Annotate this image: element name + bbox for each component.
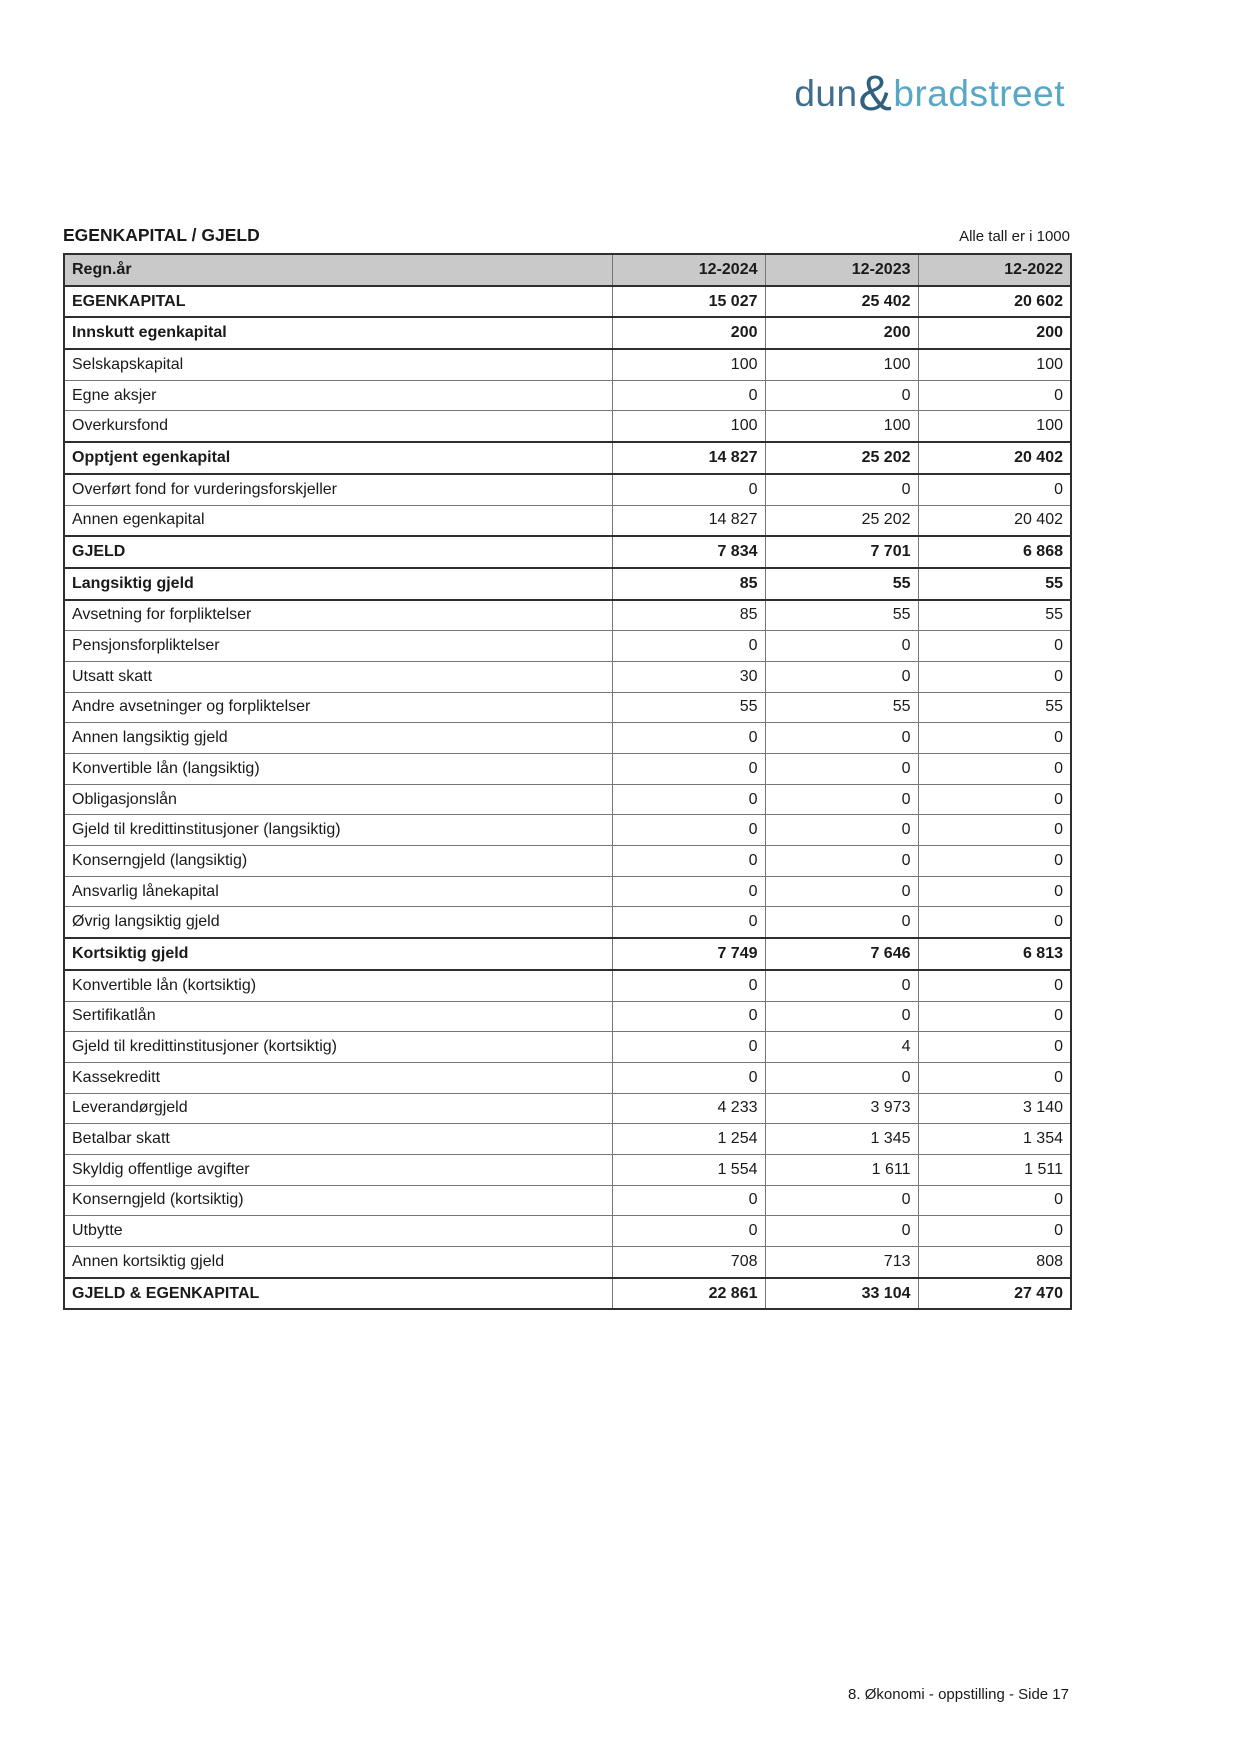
cell-value: 55: [918, 692, 1071, 723]
cell-value: 100: [612, 349, 765, 380]
balance-sheet-table: [63, 253, 1072, 1310]
table-row: [64, 536, 1071, 568]
cell-value: 3 140: [918, 1093, 1071, 1124]
cell-value: 0: [918, 784, 1071, 815]
cell-value: 0: [612, 631, 765, 662]
cell-value: 0: [765, 846, 918, 877]
row-label: Langsiktig gjeld: [64, 568, 612, 600]
logo-text-bradstreet: bradstreet: [893, 73, 1065, 114]
cell-value: 0: [765, 1216, 918, 1247]
row-label: Annen langsiktig gjeld: [64, 723, 612, 754]
page-footer: 8. Økonomi - oppstilling - Side 17: [848, 1686, 1069, 1703]
cell-value: 0: [765, 723, 918, 754]
row-label: Overført fond for vurderingsforskjeller: [64, 474, 612, 505]
cell-value: 0: [612, 1062, 765, 1093]
cell-value: 85: [612, 600, 765, 631]
cell-value: 0: [918, 1185, 1071, 1216]
cell-value: 0: [612, 1001, 765, 1032]
cell-value: 0: [612, 970, 765, 1001]
row-label: Pensjonsforpliktelser: [64, 631, 612, 662]
title-row: [63, 225, 1070, 246]
cell-value: 0: [612, 907, 765, 938]
table-row: [64, 1062, 1071, 1093]
cell-value: 15 027: [612, 286, 765, 318]
table-header-row: [64, 254, 1071, 286]
row-label: Utsatt skatt: [64, 661, 612, 692]
cell-value: 0: [918, 876, 1071, 907]
cell-value: 7 646: [765, 938, 918, 970]
logo-text-dun: dun: [794, 73, 858, 114]
table-row: [64, 568, 1071, 600]
cell-value: 85: [612, 568, 765, 600]
cell-value: 0: [918, 1062, 1071, 1093]
cell-value: 0: [612, 876, 765, 907]
cell-value: 30: [612, 661, 765, 692]
row-label: Utbytte: [64, 1216, 612, 1247]
cell-value: 0: [765, 380, 918, 411]
cell-value: 200: [612, 317, 765, 349]
row-label: Konvertible lån (kortsiktig): [64, 970, 612, 1001]
table-row: [64, 754, 1071, 785]
cell-value: 100: [765, 349, 918, 380]
cell-value: 0: [918, 970, 1071, 1001]
cell-value: 25 202: [765, 442, 918, 474]
cell-value: 0: [612, 754, 765, 785]
row-label: Annen egenkapital: [64, 505, 612, 536]
cell-value: 0: [765, 815, 918, 846]
row-label: Avsetning for forpliktelser: [64, 600, 612, 631]
row-label: Sertifikatlån: [64, 1001, 612, 1032]
table-row: [64, 286, 1071, 318]
dun-bradstreet-logo: [794, 64, 1065, 121]
row-label: Konserngjeld (kortsiktig): [64, 1185, 612, 1216]
cell-value: 1 354: [918, 1124, 1071, 1155]
column-header-year: 12-2023: [765, 254, 918, 286]
row-label: Innskutt egenkapital: [64, 317, 612, 349]
cell-value: 0: [612, 815, 765, 846]
row-label: Opptjent egenkapital: [64, 442, 612, 474]
cell-value: 20 402: [918, 442, 1071, 474]
table-row: [64, 723, 1071, 754]
cell-value: 0: [765, 1185, 918, 1216]
row-label: Overkursfond: [64, 411, 612, 442]
cell-value: 1 345: [765, 1124, 918, 1155]
table-row: [64, 631, 1071, 662]
cell-value: 14 827: [612, 505, 765, 536]
cell-value: 0: [918, 907, 1071, 938]
row-label: GJELD: [64, 536, 612, 568]
row-label: Konserngjeld (langsiktig): [64, 846, 612, 877]
cell-value: 6 813: [918, 938, 1071, 970]
cell-value: 200: [918, 317, 1071, 349]
cell-value: 6 868: [918, 536, 1071, 568]
cell-value: 7 834: [612, 536, 765, 568]
row-label: Annen kortsiktig gjeld: [64, 1247, 612, 1278]
table-row: [64, 970, 1071, 1001]
row-label: Andre avsetninger og forpliktelser: [64, 692, 612, 723]
column-header-year: 12-2024: [612, 254, 765, 286]
cell-value: 0: [765, 661, 918, 692]
table-row: [64, 1278, 1071, 1310]
table-row: [64, 661, 1071, 692]
table-row: [64, 1185, 1071, 1216]
cell-value: 55: [918, 568, 1071, 600]
logo-ampersand-icon: &: [858, 65, 893, 121]
cell-value: 55: [918, 600, 1071, 631]
table-row: [64, 505, 1071, 536]
table-row: [64, 442, 1071, 474]
cell-value: 0: [612, 380, 765, 411]
row-label: Obligasjonslån: [64, 784, 612, 815]
cell-value: 25 202: [765, 505, 918, 536]
row-label: Skyldig offentlige avgifter: [64, 1154, 612, 1185]
row-label: Egne aksjer: [64, 380, 612, 411]
cell-value: 0: [612, 784, 765, 815]
table-row: [64, 815, 1071, 846]
table-row: [64, 938, 1071, 970]
row-label: Kortsiktig gjeld: [64, 938, 612, 970]
cell-value: 1 554: [612, 1154, 765, 1185]
cell-value: 55: [765, 600, 918, 631]
cell-value: 0: [765, 474, 918, 505]
table-row: [64, 1032, 1071, 1063]
table-row: [64, 692, 1071, 723]
cell-value: 0: [918, 723, 1071, 754]
row-label: Gjeld til kredittinstitusjoner (kortsiktig): [64, 1032, 612, 1063]
cell-value: 4 233: [612, 1093, 765, 1124]
cell-value: 0: [612, 723, 765, 754]
cell-value: 0: [918, 474, 1071, 505]
cell-value: 0: [765, 1001, 918, 1032]
cell-value: 0: [612, 1216, 765, 1247]
table-row: [64, 349, 1071, 380]
cell-value: 0: [918, 631, 1071, 662]
table-row: [64, 876, 1071, 907]
cell-value: 0: [612, 846, 765, 877]
page-title: EGENKAPITAL / GJELD: [63, 225, 260, 245]
table-row: [64, 1124, 1071, 1155]
cell-value: 0: [918, 1001, 1071, 1032]
table-row: [64, 474, 1071, 505]
table-row: [64, 1216, 1071, 1247]
cell-value: 55: [765, 568, 918, 600]
cell-value: 1 511: [918, 1154, 1071, 1185]
cell-value: 33 104: [765, 1278, 918, 1310]
cell-value: 0: [918, 846, 1071, 877]
cell-value: 0: [918, 815, 1071, 846]
cell-value: 100: [612, 411, 765, 442]
cell-value: 0: [612, 1185, 765, 1216]
cell-value: 0: [765, 1062, 918, 1093]
column-header-label: Regn.år: [64, 254, 612, 286]
cell-value: 27 470: [918, 1278, 1071, 1310]
cell-value: 1 611: [765, 1154, 918, 1185]
row-label: Konvertible lån (langsiktig): [64, 754, 612, 785]
balance-table-body: [64, 286, 1071, 1310]
cell-value: 713: [765, 1247, 918, 1278]
cell-value: 100: [918, 411, 1071, 442]
table-row: [64, 907, 1071, 938]
cell-value: 0: [765, 754, 918, 785]
cell-value: 708: [612, 1247, 765, 1278]
cell-value: 1 254: [612, 1124, 765, 1155]
cell-value: 0: [918, 1216, 1071, 1247]
table-row: [64, 1093, 1071, 1124]
cell-value: 3 973: [765, 1093, 918, 1124]
cell-value: 100: [918, 349, 1071, 380]
cell-value: 0: [765, 631, 918, 662]
cell-value: 7 749: [612, 938, 765, 970]
cell-value: 0: [918, 661, 1071, 692]
row-label: Ansvarlig lånekapital: [64, 876, 612, 907]
units-note: Alle tall er i 1000: [959, 228, 1070, 245]
table-row: [64, 1001, 1071, 1032]
cell-value: 0: [765, 907, 918, 938]
table-row: [64, 600, 1071, 631]
row-label: Leverandørgjeld: [64, 1093, 612, 1124]
cell-value: 55: [612, 692, 765, 723]
cell-value: 20 402: [918, 505, 1071, 536]
cell-value: 0: [918, 754, 1071, 785]
cell-value: 0: [765, 876, 918, 907]
cell-value: 22 861: [612, 1278, 765, 1310]
table-row: [64, 380, 1071, 411]
cell-value: 808: [918, 1247, 1071, 1278]
table-row: [64, 1154, 1071, 1185]
cell-value: 0: [918, 1032, 1071, 1063]
table-row: [64, 411, 1071, 442]
table-row: [64, 1247, 1071, 1278]
cell-value: 0: [765, 970, 918, 1001]
row-label: EGENKAPITAL: [64, 286, 612, 318]
cell-value: 20 602: [918, 286, 1071, 318]
cell-value: 55: [765, 692, 918, 723]
table-row: [64, 846, 1071, 877]
table-row: [64, 784, 1071, 815]
cell-value: 25 402: [765, 286, 918, 318]
row-label: Selskapskapital: [64, 349, 612, 380]
cell-value: 200: [765, 317, 918, 349]
cell-value: 0: [612, 1032, 765, 1063]
row-label: Betalbar skatt: [64, 1124, 612, 1155]
row-label: Kassekreditt: [64, 1062, 612, 1093]
row-label: Øvrig langsiktig gjeld: [64, 907, 612, 938]
cell-value: 0: [918, 380, 1071, 411]
row-label: GJELD & EGENKAPITAL: [64, 1278, 612, 1310]
cell-value: 0: [765, 784, 918, 815]
cell-value: 100: [765, 411, 918, 442]
table-row: [64, 317, 1071, 349]
cell-value: 14 827: [612, 442, 765, 474]
cell-value: 7 701: [765, 536, 918, 568]
row-label: Gjeld til kredittinstitusjoner (langsiktig): [64, 815, 612, 846]
cell-value: 4: [765, 1032, 918, 1063]
column-header-year: 12-2022: [918, 254, 1071, 286]
cell-value: 0: [612, 474, 765, 505]
